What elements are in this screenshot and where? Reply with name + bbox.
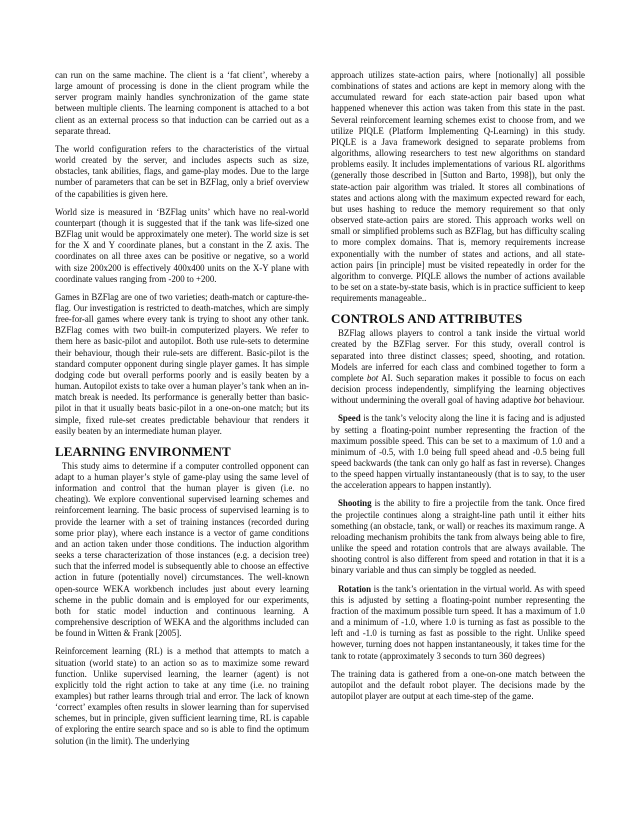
heading-learning-environment: LEARNING ENVIRONMENT (55, 443, 231, 459)
controls-text-c: behaviour. (544, 395, 585, 406)
rotation-term: Rotation (338, 583, 372, 594)
controls-text-a: BZFlag allows players to control a tank inside the virtual world created by the BZFlag server. For this study, overall control is separated into three distinct classes; speed, shooting, and rotation. Models are inferred for each class and combined together to form a complete (331, 328, 585, 383)
bot-term: bot (366, 372, 379, 383)
rotation-text: is the tank’s orientation in the virtual world. As with speed this is adjusted by setting a floating-point number representing the fraction of the maximum possible turn speed. It has a maximum of 1.0 and a minimum of -1.0, where 1.0 is turning as fast as possible to the left and -1.0 is turning as fast as possible to the right. Unlike speed however, turning does not happen instantaneously, it takes time for the tank to rotate (approximately 3 seconds to turn 360 degrees) (331, 583, 585, 661)
paragraph-state-action-pairs: approach utilizes state-action pairs, where [notionally] all possible combinations of states and actions are kept in memory along with the accumulated reward for each state-action pair based upon what happened whenever this action was taken from this state in the past. Several reinforcement learning schemes exist to choose from, and we utilize PIQLE (Platform Implementing Q-Learning) in this study. PIQLE is a Java framework designed to separate problems from algorithms, allowing researchers to test new algorithms on standard problems easily. It includes implementations of various RL algorithms (generally those described in [Sutton and Barto, 1998]), but only the state-action pair algorithm was trialed. It stores all combinations of states and actions along with the maximum expected reward for each, but uses hashing to reduce the memory requirement so that only observed state-action pairs are stored. This approach works well on small or simplified problems such as BZFlag, but has difficulty scaling to more complex domains. That is, memory requirements increase exponentially with the number of states and actions, and all state-action pairs [in principle] must be visited repeatedly in order for the algorithm to converge. PIQLE allows the number of actions available to be set on a state-by-state basis, which is in practice sufficient to keep requirements manageable.. (331, 70, 585, 304)
speed-text: is the tank’s velocity along the line it is facing and is adjusted by setting a floating-point number representing the fraction of the maximum possible speed. This can be set to a maximum of 1.0 and a minimum of -0.5, with 1.0 being full speed ahead and -0.5 being full speed backwards (the tank can only go half as fast in reverse). Changes to the speed happen virtually instantaneously (that is to say, to the user the acceleration appears to happen instantly). (331, 413, 585, 491)
paragraph-supervised-learning: This study aims to determine if a computer controlled opponent can adapt to a human player’s style of game-play using the same level of information and control that the human player is given (i.e. no cheating). We explore conventional supervised learning schemes and reinforcement learning. The basic process of supervised learning is to provide the learner with a set of training instances (recorded during some prior play), where each instance is a vector of game conditions and an action taken under those conditions. The induction algorithm seeks a terse characterization of those instances (e.g. a decision tree) such that the inferred model is subsequently able to choose an effective action in future (potentially novel) circumstances. The well-known open-source WEKA workbench includes just about every learning scheme in the public domain and is employed for our experiments, both for static model induction and continuous learning. A comprehensive description of WEKA and the algorithms included can be found in Witten & Frank [2005]. (55, 460, 309, 639)
paragraph-game-varieties: Games in BZFlag are one of two varieties; death-match or capture-the-flag. Our investigation is restricted to death-matches, which are simply free-for-all games where every tank is trying to shoot any other tank. BZFlag comes with two built-in computerized players. We refer to them here as basic-pilot and autopilot. Both use rule-sets to determine their behaviour, though their rule-sets are different. Basic-pilot is the standard computer opponent during single player games. It has simple dodging code but overall performs poorly and is easily beaten by a human. Autopilot exists to take over a human player’s tank when an in-match break is needed. Its performance is generally better than basic-pilot in that it usually beats basic-pilot in a one-on-one match; but its simple, fixed rule-set creates predictable behaviour that renders it easily beaten by an intermediate human player. (55, 291, 309, 436)
right-column (331, 70, 585, 709)
paragraph-controls-overview (331, 328, 585, 406)
heading-controls-and-attributes: CONTROLS AND ATTRIBUTES (331, 311, 523, 327)
shooting-text: is the ability to fire a projectile from the tank. Once fired the projectile continues along a straight-line path until it either hits something (an obstacle, tank, or wall) or reaches its maximum range. A reloading mechanism prohibits the tank from always being able to fire, unlike the speed and rotation controls that are always available. The shooting control is also different from speed and rotation in that it is a binary variable and thus can simply be toggled as needed. (331, 498, 585, 576)
left-column (55, 70, 309, 754)
paragraph-training-data: The training data is gathered from a one-on-one match between the autopilot and the default robot player. The decisions made by the autopilot player are output at each time-step of the game. (331, 668, 585, 701)
shooting-term: Shooting (338, 498, 372, 509)
controls-text-b: AI. Such separation makes it possible to focus on each decision process independently, simplifying the learning objectives without undermining the overall goal of having adaptive (331, 372, 586, 406)
paragraph-reinforcement-learning: Reinforcement learning (RL) is a method that attempts to match a situation (world state) to an action so as to maximize some reward function. Unlike supervised learning, the learner (agent) is not explicitly told the right action to take at any time (i.e. no training examples) but rather learns through trial and error. The lack of known ‘correct’ examples often results in slower learning than for supervised schemes, but in principle, given sufficient learning time, RL is capable of exploring the entire search space and so is able to find the optimum solution (in the limit). The underlying (55, 646, 309, 746)
paragraph-world-configuration: The world configuration refers to the characteristics of the virtual world created by the server, and includes aspects such as size, obstacles, tank abilities, flags, and game-play modes. Due to the large number of parameters that can be set in BZFlag, only a brief overview of the capabilities is given here. (55, 143, 309, 199)
speed-term: Speed (338, 413, 361, 424)
bot-term: bot (533, 395, 545, 406)
paragraph-shooting (331, 498, 585, 576)
paragraph-speed (331, 413, 585, 491)
paragraph-client-architecture: can run on the same machine. The client is a ‘fat client’, whereby a large amount of processing is done in the client program while the server program mainly handles synchronization of the game state between multiple clients. The learning component is attached to a bot client as an external process so that induction can be carried out as a separate thread. (55, 70, 309, 136)
paragraph-rotation (331, 584, 585, 662)
paragraph-world-size: World size is measured in ‘BZFlag units’ which have no real-world counterpart (though it is suggested that if the tank was life-sized one BZFlag unit would be approximately one meter). The world size is set for the X and Y coordinate planes, but a constant in the Z axis. The coordinates on all three axes can be positive or negative, so a world with size 200x200 is effectively 400x400 units on the X-Y plane with coordinate values ranging from -200 to +200. (55, 206, 309, 284)
